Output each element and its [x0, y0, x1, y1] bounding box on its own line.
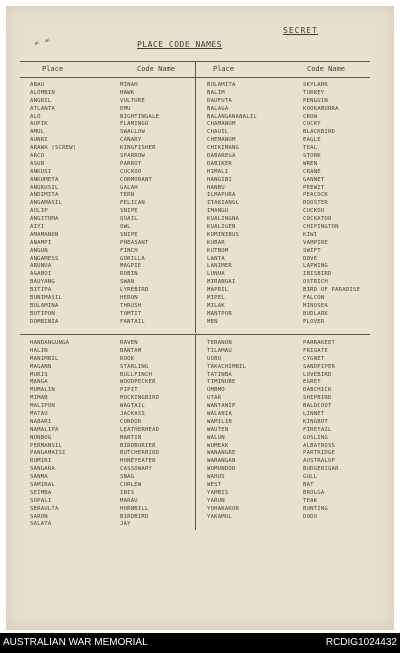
table-row	[30, 137, 370, 145]
place-name-right: HIMALI	[207, 168, 229, 175]
place-name-right: WANANGRE	[207, 450, 236, 457]
code-name-right: GULL	[303, 474, 318, 481]
code-name-right: LOVEBIRD	[303, 371, 332, 378]
place-name-left: AMAMANON	[30, 231, 59, 238]
place-name-right: CHAMANUM	[207, 121, 236, 128]
place-name-left: PANGAMAISI	[30, 450, 66, 457]
code-name-left: SNAG	[120, 474, 135, 481]
table-row	[30, 387, 370, 395]
place-name-right: TERANON	[207, 340, 232, 346]
code-name-left: SNIPE	[120, 208, 138, 215]
code-name-left: MOCKINGBIRD	[120, 395, 160, 402]
code-name-right: SANDPIPER	[303, 363, 336, 370]
code-name-right: FALCON	[303, 295, 325, 302]
place-name-left: ANGAMESS	[30, 255, 59, 262]
place-name-right: WAHUS	[207, 474, 225, 481]
table-row	[30, 279, 370, 287]
table-row	[30, 295, 370, 303]
code-name-left: IBIS	[120, 489, 135, 496]
table-row	[30, 435, 370, 443]
place-name-left: BOLAMINA	[30, 302, 59, 309]
table-row	[30, 403, 370, 411]
code-name-right: TEAL	[303, 145, 318, 152]
column-header-code-left: Code Name	[137, 65, 175, 73]
place-name-right: IMANGU	[207, 208, 229, 215]
place-name-right: TAKACHIMBIL	[207, 363, 247, 370]
column-header-place-left: Place	[42, 65, 64, 73]
place-name-right: YAKAMUL	[207, 513, 232, 520]
code-name-left: JACKASS	[120, 411, 145, 418]
code-name-right: TURKEY	[303, 89, 325, 96]
code-name-left: STARLING	[120, 363, 149, 370]
place-name-left: ATLANTA	[30, 105, 55, 112]
table-row	[30, 395, 370, 403]
code-name-right: ROOSTER	[303, 200, 328, 207]
place-name-right: UMBMO	[207, 387, 225, 394]
place-name-right: DAUFUTA	[207, 97, 232, 104]
table-row	[30, 514, 370, 522]
place-name-right: DABAREGA	[207, 153, 236, 160]
code-name-left: CANARY	[120, 137, 142, 144]
code-name-left: BUTCHERBIRD	[120, 450, 160, 457]
place-name-right: ITAKIANGL	[207, 200, 240, 207]
code-name-left: SWALLOW	[120, 129, 145, 136]
place-name-right: MIPEL	[207, 295, 225, 302]
code-name-right: PARRAKEET	[303, 340, 336, 346]
code-name-left: EMU	[120, 105, 131, 112]
table-row	[30, 521, 370, 529]
table-row	[30, 411, 370, 419]
place-name-right: MEN	[207, 318, 218, 325]
place-name-left: MUMALIN	[30, 387, 55, 394]
code-name-left: CORMORANT	[120, 176, 153, 183]
place-name-right: CHAUIL	[207, 129, 229, 136]
code-name-left: BIRDBORIER	[120, 442, 156, 449]
place-name-left: ANGRIL	[30, 97, 52, 104]
place-name-right: TIMINUBE	[207, 379, 236, 386]
table-row	[30, 490, 370, 498]
code-name-right: LAPWING	[303, 263, 328, 270]
place-name-left: MURIS	[30, 371, 48, 378]
code-name-right: EGRET	[303, 379, 321, 386]
code-name-left: NIGHTINGALE	[120, 113, 160, 120]
place-name-right: WALUN	[207, 434, 225, 441]
table-row	[30, 129, 370, 137]
table-row	[30, 161, 370, 169]
table-row	[30, 256, 370, 264]
place-name-left: MANGA	[30, 379, 48, 386]
code-name-right: DABCHICK	[303, 387, 332, 394]
code-name-left: GORILLA	[120, 255, 145, 262]
table-row	[30, 145, 370, 153]
code-name-right: SWIFT	[303, 247, 321, 254]
code-name-right: CHIPINGTON	[303, 224, 339, 231]
code-table-top	[30, 82, 370, 327]
code-name-left: HERON	[120, 295, 138, 302]
place-name-left: ARUNUA	[30, 263, 52, 270]
document-title: PLACE CODE NAMES	[137, 40, 223, 49]
place-name-right: LANIMER	[207, 263, 232, 270]
table-row	[30, 263, 370, 271]
place-name-left: AMUL	[30, 129, 45, 136]
place-name-right: DABIKER	[207, 160, 232, 167]
place-name-left: BAUYANG	[30, 279, 55, 286]
code-name-right: KOOKABURRA	[303, 105, 339, 112]
footer-reference: RCDIG1024432	[325, 637, 397, 648]
place-name-left: HANDANGUNGA	[30, 340, 70, 346]
code-name-right: STORK	[303, 153, 321, 160]
place-name-right: UTAR	[207, 395, 222, 402]
code-name-right: COCKY	[303, 121, 321, 128]
code-name-left: THRUSH	[120, 302, 142, 309]
table-row	[30, 348, 370, 356]
code-name-left: PARROT	[120, 160, 142, 167]
code-name-left: TERN	[120, 192, 135, 199]
place-name-left: SARON	[30, 513, 48, 520]
code-name-left: LEATHERHEAD	[120, 426, 160, 433]
place-name-right: KUBAR	[207, 239, 225, 246]
table-row	[30, 240, 370, 248]
code-name-left: BIRDBIRD	[120, 513, 149, 520]
table-row	[30, 185, 370, 193]
table-row	[30, 427, 370, 435]
stamp-mark: ☙ ☙	[33, 36, 52, 50]
column-header-code-right: Code Name	[307, 65, 345, 73]
place-name-left: SALATA	[30, 521, 52, 528]
place-name-left: SERAULTA	[30, 505, 59, 512]
code-name-right: ALBATROSS	[303, 442, 336, 449]
place-name-right: WAMILIB	[207, 418, 232, 425]
place-name-right: BALAGA	[207, 105, 229, 112]
place-name-left: ARCO	[30, 153, 45, 160]
place-name-left: ARAWA (SCREW)	[30, 145, 77, 152]
table-row	[30, 379, 370, 387]
table-row	[30, 458, 370, 466]
place-name-right: MIRANGAI	[207, 279, 236, 286]
table-row	[30, 271, 370, 279]
table-row	[30, 248, 370, 256]
code-name-right: SKYLARK	[303, 82, 328, 88]
table-row	[30, 216, 370, 224]
code-name-right: GANNET	[303, 176, 325, 183]
place-name-left: SAMIRAL	[30, 482, 55, 489]
table-row	[30, 90, 370, 98]
place-name-left: ANAMPI	[30, 239, 52, 246]
table-row	[30, 232, 370, 240]
table-row	[30, 482, 370, 490]
code-name-left: KINGFISHER	[120, 145, 156, 152]
code-name-right: TEAK	[303, 497, 318, 504]
table-row	[30, 474, 370, 482]
table-row	[30, 364, 370, 372]
place-name-left: PERMANSIL	[30, 442, 63, 449]
code-name-right: LINNET	[303, 411, 325, 418]
code-name-left: PIPIT	[120, 387, 138, 394]
code-name-right: DOVE	[303, 255, 318, 262]
code-name-left: MINAH	[120, 82, 138, 88]
code-name-right: CUCKOO	[303, 208, 325, 215]
code-name-right: BUDGERIGAR	[303, 466, 339, 473]
place-name-left: RUMIRI	[30, 458, 52, 465]
table-row	[30, 106, 370, 114]
place-name-right: WANTANIP	[207, 403, 236, 410]
table-row	[30, 98, 370, 106]
place-name-right: KUALIGEN	[207, 224, 236, 231]
table-row	[30, 506, 370, 514]
code-name-left: BULLFINCH	[120, 371, 153, 378]
code-name-left: PHEASANT	[120, 239, 149, 246]
column-header-place-right: Place	[213, 65, 235, 73]
place-name-left: SANMA	[30, 474, 48, 481]
code-name-left: MAGPIE	[120, 263, 142, 270]
code-name-right: PEACOCK	[303, 192, 328, 199]
place-name-left: AUPIK	[30, 121, 48, 128]
place-name-right: HANGIBI	[207, 176, 232, 183]
security-marking: SECRET	[283, 26, 318, 35]
place-name-left: HALIN	[30, 347, 48, 354]
place-name-left: ANGITOMA	[30, 216, 59, 223]
code-name-right: MINOSEA	[303, 302, 328, 309]
table-row	[30, 311, 370, 319]
code-name-right: AUSTRALOP	[303, 458, 336, 465]
code-name-left: SNIPE	[120, 231, 138, 238]
code-name-left: JAY	[120, 521, 131, 528]
code-name-right: CYGNET	[303, 355, 325, 362]
code-name-right: GOSLING	[303, 434, 328, 441]
code-name-left: WAGTAIL	[120, 403, 145, 410]
place-name-left: ANDIMITA	[30, 192, 59, 199]
code-name-left: HONEYEATER	[120, 458, 156, 465]
place-name-right: KOMINIBUS	[207, 231, 240, 238]
place-name-left: SEIMBA	[30, 489, 52, 496]
place-name-right	[207, 521, 303, 529]
place-name-left: MALIPON	[30, 403, 55, 410]
code-name-right: BLACKBIRD	[303, 129, 336, 136]
code-name-right: VAMPIRE	[303, 239, 328, 246]
table-row	[30, 208, 370, 216]
code-name-right: PLOVER	[303, 318, 325, 325]
code-name-left: BANTAM	[120, 347, 142, 354]
place-name-right: CHEMANUM	[207, 137, 236, 144]
code-name-right: BUDLARK	[303, 310, 328, 317]
code-name-left: VULTURE	[120, 97, 145, 104]
place-name-right: UOBO	[207, 355, 222, 362]
code-name-right: SHIPBIRD	[303, 395, 332, 402]
place-name-left: NABARI	[30, 418, 52, 425]
place-name-right: BALIM	[207, 89, 225, 96]
place-name-left: AIYI	[30, 224, 45, 231]
code-name-left: QUAIL	[120, 216, 138, 223]
table-row	[30, 192, 370, 200]
code-name-left: TOMTIT	[120, 310, 142, 317]
code-name-right: BROLGA	[303, 489, 325, 496]
code-name-left: FLAMINGO	[120, 121, 149, 128]
place-name-right: TATINBA	[207, 371, 232, 378]
table-row	[30, 356, 370, 364]
code-name-left: HORNBILL	[120, 505, 149, 512]
code-name-right: IBISBIRD	[303, 271, 332, 278]
code-name-right: CRANE	[303, 168, 321, 175]
code-name-right: BALDCOOT	[303, 403, 332, 410]
place-name-left: ANKUSI	[30, 168, 52, 175]
place-name-left: SOPALI	[30, 497, 52, 504]
place-name-left: NAMALIPA	[30, 426, 59, 433]
place-name-left: MIMAB	[30, 395, 48, 402]
place-name-left: BUTIPON	[30, 310, 55, 317]
code-name-right: CROW	[303, 113, 318, 120]
place-name-left: AULIP	[30, 208, 48, 215]
place-name-right: WUMEAK	[207, 442, 229, 449]
place-name-left: BITIPA	[30, 287, 52, 294]
place-name-left: SANGARA	[30, 466, 55, 473]
place-name-left: BUNIMASIL	[30, 295, 63, 302]
place-name-right: WEST	[207, 482, 222, 489]
code-name-right: PENGUIN	[303, 97, 328, 104]
place-name-right: WOMUNDOR	[207, 466, 236, 473]
place-name-left: MANIMBIL	[30, 355, 59, 362]
table-row	[30, 303, 370, 311]
code-name-right: OSTRICH	[303, 279, 328, 286]
place-name-left: NONBOG	[30, 434, 52, 441]
table-row	[30, 450, 370, 458]
code-name-right: COCKATOO	[303, 216, 332, 223]
code-name-left: WOODPECKER	[120, 379, 156, 386]
code-name-left: FANTAIL	[120, 318, 145, 325]
place-name-right: HANBU	[207, 184, 225, 191]
code-name-right: WREN	[303, 160, 318, 167]
table-row	[30, 82, 370, 90]
code-name-right: BIRD OF PARADISE	[303, 287, 361, 294]
table-row	[30, 466, 370, 474]
code-name-left: GALAH	[120, 184, 138, 191]
place-name-right: WARANGAN	[207, 458, 236, 465]
code-name-left: OWL	[120, 224, 131, 231]
place-name-right: MILAK	[207, 302, 225, 309]
place-name-right: TILAMAU	[207, 347, 232, 354]
code-name-right: PEEWIT	[303, 184, 325, 191]
code-name-right: KIWI	[303, 231, 318, 238]
table-row	[30, 319, 370, 327]
place-name-left: ANUKUSIL	[30, 184, 59, 191]
code-name-right: DODO	[303, 513, 318, 520]
place-name-left: MAGANN	[30, 363, 52, 370]
place-name-right: KUALINGNA	[207, 216, 240, 223]
place-name-left: ABAU	[30, 82, 45, 88]
code-name-left: SWAN	[120, 279, 135, 286]
code-name-right: BAT	[303, 482, 314, 489]
code-name-left: CUCKOO	[120, 168, 142, 175]
code-name-left: CURLEW	[120, 482, 142, 489]
place-name-right: WALANIA	[207, 411, 232, 418]
table-row	[30, 121, 370, 129]
place-name-right: BALANGANABALIL	[207, 113, 257, 120]
place-name-right: ILMAPURA	[207, 192, 236, 199]
place-name-left: ALOMBIN	[30, 89, 55, 96]
footer-source: AUSTRALIAN WAR MEMORIAL	[3, 637, 148, 648]
code-name-right: PARTRIDGE	[303, 450, 336, 457]
place-name-left: ASUN	[30, 160, 45, 167]
place-name-right: CHIKIMANG	[207, 145, 240, 152]
code-name-right: EAGLE	[303, 137, 321, 144]
place-name-left: AGABOI	[30, 271, 52, 278]
code-name-left: SPARROW	[120, 153, 145, 160]
table-row	[30, 153, 370, 161]
place-name-left: MATAU	[30, 411, 48, 418]
code-name-left: FINCH	[120, 247, 138, 254]
table-row	[30, 114, 370, 122]
code-name-left: LYREBIRD	[120, 287, 149, 294]
code-name-left: CONDOR	[120, 418, 142, 425]
code-name-left: MARAU	[120, 497, 138, 504]
code-name-left: CASSOWARY	[120, 466, 153, 473]
place-name-right: YAMBIS	[207, 489, 229, 496]
code-name-left: PELICAN	[120, 200, 145, 207]
place-name-right: BULAMITA	[207, 82, 236, 88]
code-name-left: ROBIN	[120, 271, 138, 278]
table-row	[30, 200, 370, 208]
archive-footer	[0, 633, 400, 653]
table-row	[30, 443, 370, 451]
code-name-right: FIRETAIL	[303, 426, 332, 433]
code-name-right: BUNTING	[303, 505, 328, 512]
place-name-left: DOMBINIA	[30, 318, 59, 325]
code-table-bottom	[30, 340, 370, 529]
code-name-right: KINGBOT	[303, 418, 328, 425]
table-row	[30, 419, 370, 427]
code-name-left: MARTIN	[120, 434, 142, 441]
place-name-right: YOHAKAKOR	[207, 505, 240, 512]
code-name-left: ROOK	[120, 355, 135, 362]
place-name-right: MAPRIL	[207, 287, 229, 294]
code-name-right	[303, 521, 370, 529]
place-name-right: WAUTEN	[207, 426, 229, 433]
table-row	[30, 498, 370, 506]
place-name-right: KUTBOM	[207, 247, 229, 254]
place-name-right: LUNUA	[207, 271, 225, 278]
column-headers	[30, 65, 370, 73]
place-name-right: LANTA	[207, 255, 225, 262]
table-row	[30, 340, 370, 348]
place-name-right: MANTPOR	[207, 310, 232, 317]
table-row	[30, 372, 370, 380]
code-name-right: FRIGATE	[303, 347, 328, 354]
table-row	[30, 224, 370, 232]
table-row	[30, 169, 370, 177]
table-row	[30, 177, 370, 185]
code-name-left: HAWK	[120, 89, 135, 96]
place-name-left: ANGAMASIL	[30, 200, 63, 207]
place-name-left: ALO	[30, 113, 41, 120]
place-name-left: AUNRI	[30, 137, 48, 144]
place-name-left: ANKUMETA	[30, 176, 59, 183]
place-name-right: YARUN	[207, 497, 225, 504]
place-name-left: ANGUN	[30, 247, 48, 254]
table-row	[30, 287, 370, 295]
code-name-left: RAVEN	[120, 340, 138, 346]
